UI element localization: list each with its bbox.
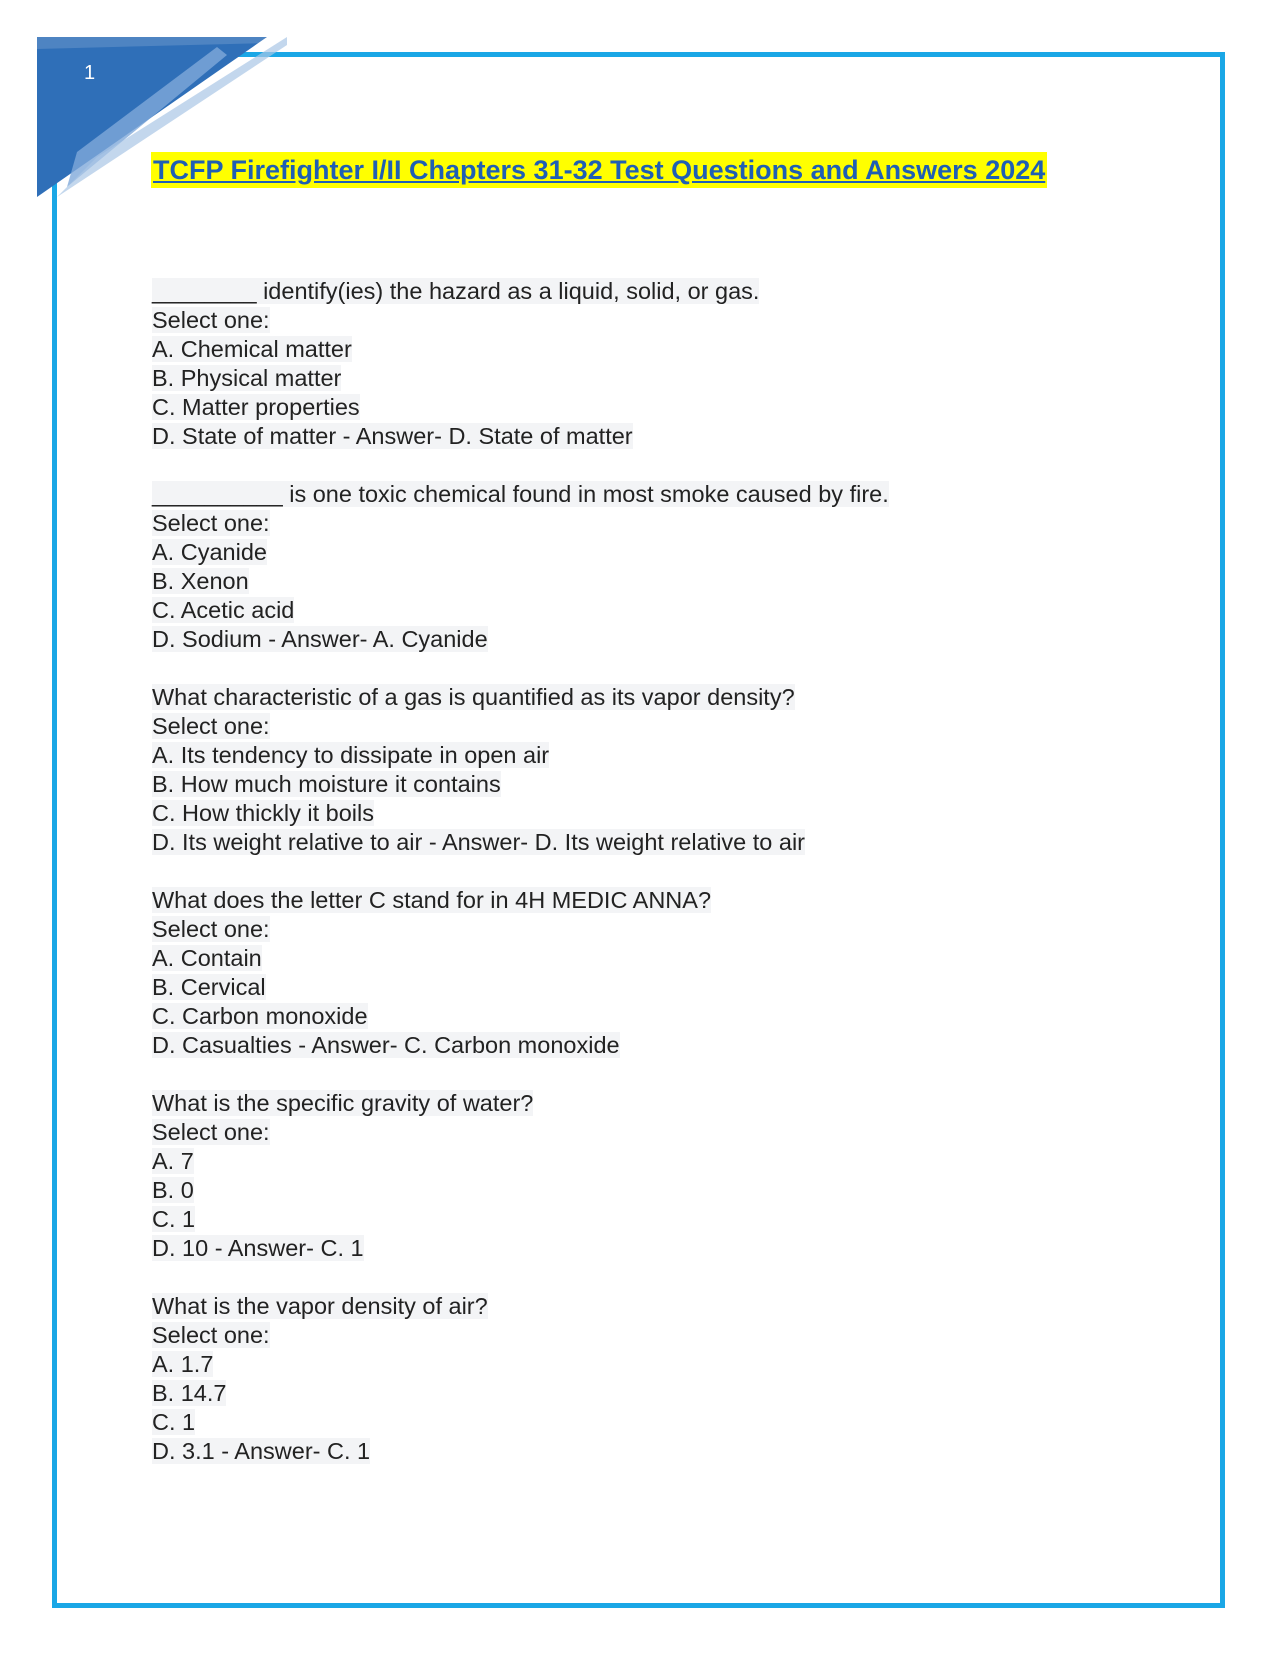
answer-option: B. 0 [152, 1177, 194, 1203]
select-instruction: Select one: [152, 510, 270, 536]
answer-option: A. Chemical matter [152, 336, 352, 362]
select-instruction: Select one: [152, 916, 270, 942]
question-item [152, 886, 1152, 1060]
answer-option: A. Contain [152, 945, 262, 971]
answer-option-with-answer: D. Sodium - Answer- A. Cyanide [152, 626, 488, 652]
answer-option-with-answer: D. 3.1 - Answer- C. 1 [152, 1438, 371, 1464]
question-prompt: What does the letter C stand for in 4H MEDIC ANNA? [152, 887, 712, 913]
answer-option: B. Cervical [152, 974, 266, 1000]
answer-option: C. How thickly it boils [152, 800, 374, 826]
question-prompt: What is the vapor density of air? [152, 1293, 488, 1319]
question-prompt: What is the specific gravity of water? [152, 1090, 534, 1116]
answer-option: C. Acetic acid [152, 597, 295, 623]
select-instruction: Select one: [152, 1119, 270, 1145]
answer-option: B. How much moisture it contains [152, 771, 501, 797]
answer-option: C. 1 [152, 1206, 196, 1232]
answer-option: B. 14.7 [152, 1380, 227, 1406]
answer-option: C. Matter properties [152, 394, 360, 420]
answer-option: C. Carbon monoxide [152, 1003, 368, 1029]
answer-option: A. Cyanide [152, 539, 267, 565]
select-instruction: Select one: [152, 713, 270, 739]
question-item [152, 277, 1152, 451]
select-instruction: Select one: [152, 307, 270, 333]
question-list [152, 277, 1152, 1495]
answer-option-with-answer: D. 10 - Answer- C. 1 [152, 1235, 364, 1261]
question-item [152, 1089, 1152, 1263]
answer-option: B. Xenon [152, 568, 249, 594]
question-prompt: __________ is one toxic chemical found in most smoke caused by fire. [152, 481, 889, 507]
question-item [152, 480, 1152, 654]
answer-option: C. 1 [152, 1409, 196, 1435]
question-item [152, 683, 1152, 857]
document-title: TCFP Firefighter I/II Chapters 31-32 Test Questions and Answers 2024 [151, 152, 1047, 188]
answer-option-with-answer: D. Casualties - Answer- C. Carbon monoxide [152, 1032, 620, 1058]
answer-option-with-answer: D. State of matter - Answer- D. State of matter [152, 423, 633, 449]
answer-option-with-answer: D. Its weight relative to air - Answer- D. Its weight relative to air [152, 829, 806, 855]
question-prompt: What characteristic of a gas is quantified as its vapor density? [152, 684, 795, 710]
answer-option: B. Physical matter [152, 365, 342, 391]
page-number: 1 [84, 62, 96, 84]
answer-option: A. 7 [152, 1148, 194, 1174]
answer-option: A. Its tendency to dissipate in open air [152, 742, 550, 768]
select-instruction: Select one: [152, 1322, 270, 1348]
question-prompt: ________ identify(ies) the hazard as a liquid, solid, or gas. [152, 278, 760, 304]
answer-option: A. 1.7 [152, 1351, 214, 1377]
question-item [152, 1292, 1152, 1466]
